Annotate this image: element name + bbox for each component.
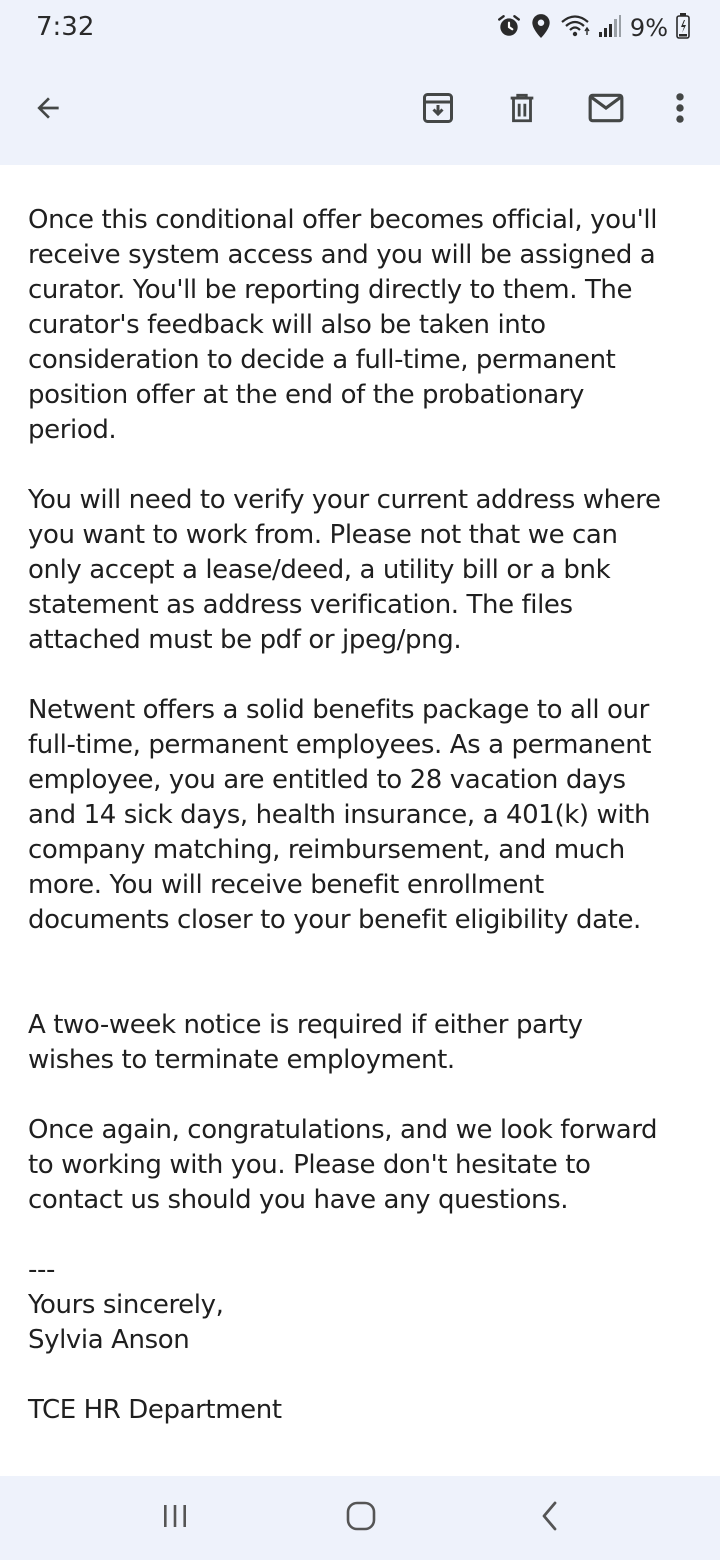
text-line: contact us should you have any questions.	[28, 1185, 569, 1215]
battery-percent: 9%	[629, 14, 668, 42]
email-body	[28, 133, 698, 1428]
signal-icon	[598, 13, 622, 44]
email-toolbar	[0, 70, 720, 148]
status-icons	[496, 12, 690, 44]
signature-closing: Yours sincerely,	[28, 1290, 224, 1320]
paragraph-address-verification	[28, 483, 698, 658]
text-line: only accept a lease/deed, a utility bill or a bnk	[28, 555, 611, 585]
text-line: Once again, congratulations, and we look forward	[28, 1115, 658, 1145]
text-line: statement as address verification. The files	[28, 590, 573, 620]
text-line: wishes to terminate employment.	[28, 1045, 455, 1075]
more-vert-icon	[675, 92, 685, 129]
status-time: 7:32	[36, 12, 95, 42]
text-line: Once this conditional offer becomes official, you'll	[28, 205, 658, 235]
delete-button[interactable]	[494, 82, 550, 138]
paragraph-notice	[28, 1008, 698, 1078]
wifi-icon	[560, 13, 590, 44]
alarm-icon	[496, 13, 522, 44]
signature-separator: ---	[28, 1255, 55, 1285]
home-icon	[345, 1500, 377, 1537]
recents-button[interactable]	[145, 1492, 205, 1544]
trash-icon	[505, 90, 539, 131]
signature-name: Sylvia Anson	[28, 1325, 190, 1355]
text-line: Netwent offers a solid benefits package to all our	[28, 695, 649, 725]
text-line: receive system access and you will be assigned a	[28, 240, 656, 270]
text-line: A two-week notice is required if either party	[28, 1010, 583, 1040]
paragraph-conditional-offer	[28, 203, 698, 448]
nav-back-icon	[539, 1500, 561, 1537]
mark-unread-button[interactable]	[578, 82, 634, 138]
text-line: more. You will receive benefit enrollment	[28, 870, 544, 900]
signature-department: TCE HR Department	[28, 1395, 282, 1425]
text-line: period.	[28, 415, 117, 445]
signature-block	[28, 1253, 698, 1428]
status-bar	[0, 0, 720, 58]
text-line: position offer at the end of the probationary	[28, 380, 585, 410]
text-line: documents closer to your benefit eligibility date.	[28, 905, 641, 935]
archive-button[interactable]	[410, 82, 466, 138]
top-app-bar	[0, 0, 720, 165]
location-icon	[530, 13, 552, 44]
home-button[interactable]	[331, 1492, 391, 1544]
text-line: You will need to verify your current address where	[28, 485, 661, 515]
paragraph-closing	[28, 1113, 698, 1218]
text-line: company matching, reimbursement, and much	[28, 835, 625, 865]
text-line: to working with you. Please don't hesitate to	[28, 1150, 591, 1180]
text-line: curator. You'll be reporting directly to them. The	[28, 275, 633, 305]
text-line: consideration to decide a full-time, permanent	[28, 345, 616, 375]
text-line: full-time, permanent employees. As a permanent	[28, 730, 652, 760]
text-line: you want to work from. Please not that we can	[28, 520, 618, 550]
paragraph-benefits	[28, 693, 698, 938]
mail-icon	[587, 92, 625, 129]
text-line: curator's feedback will also be taken into	[28, 310, 546, 340]
archive-icon	[420, 90, 456, 131]
system-navigation-bar	[0, 1476, 720, 1560]
battery-icon	[676, 13, 690, 44]
more-options-button[interactable]	[652, 82, 708, 138]
text-line: and 14 sick days, health insurance, a 401(k) with	[28, 800, 651, 830]
recents-icon	[160, 1502, 190, 1535]
arrow-left-icon	[32, 92, 64, 129]
back-button[interactable]	[20, 82, 76, 138]
text-line: employee, you are entitled to 28 vacation days	[28, 765, 626, 795]
text-line: attached must be pdf or jpeg/png.	[28, 625, 462, 655]
nav-back-button[interactable]	[520, 1492, 580, 1544]
